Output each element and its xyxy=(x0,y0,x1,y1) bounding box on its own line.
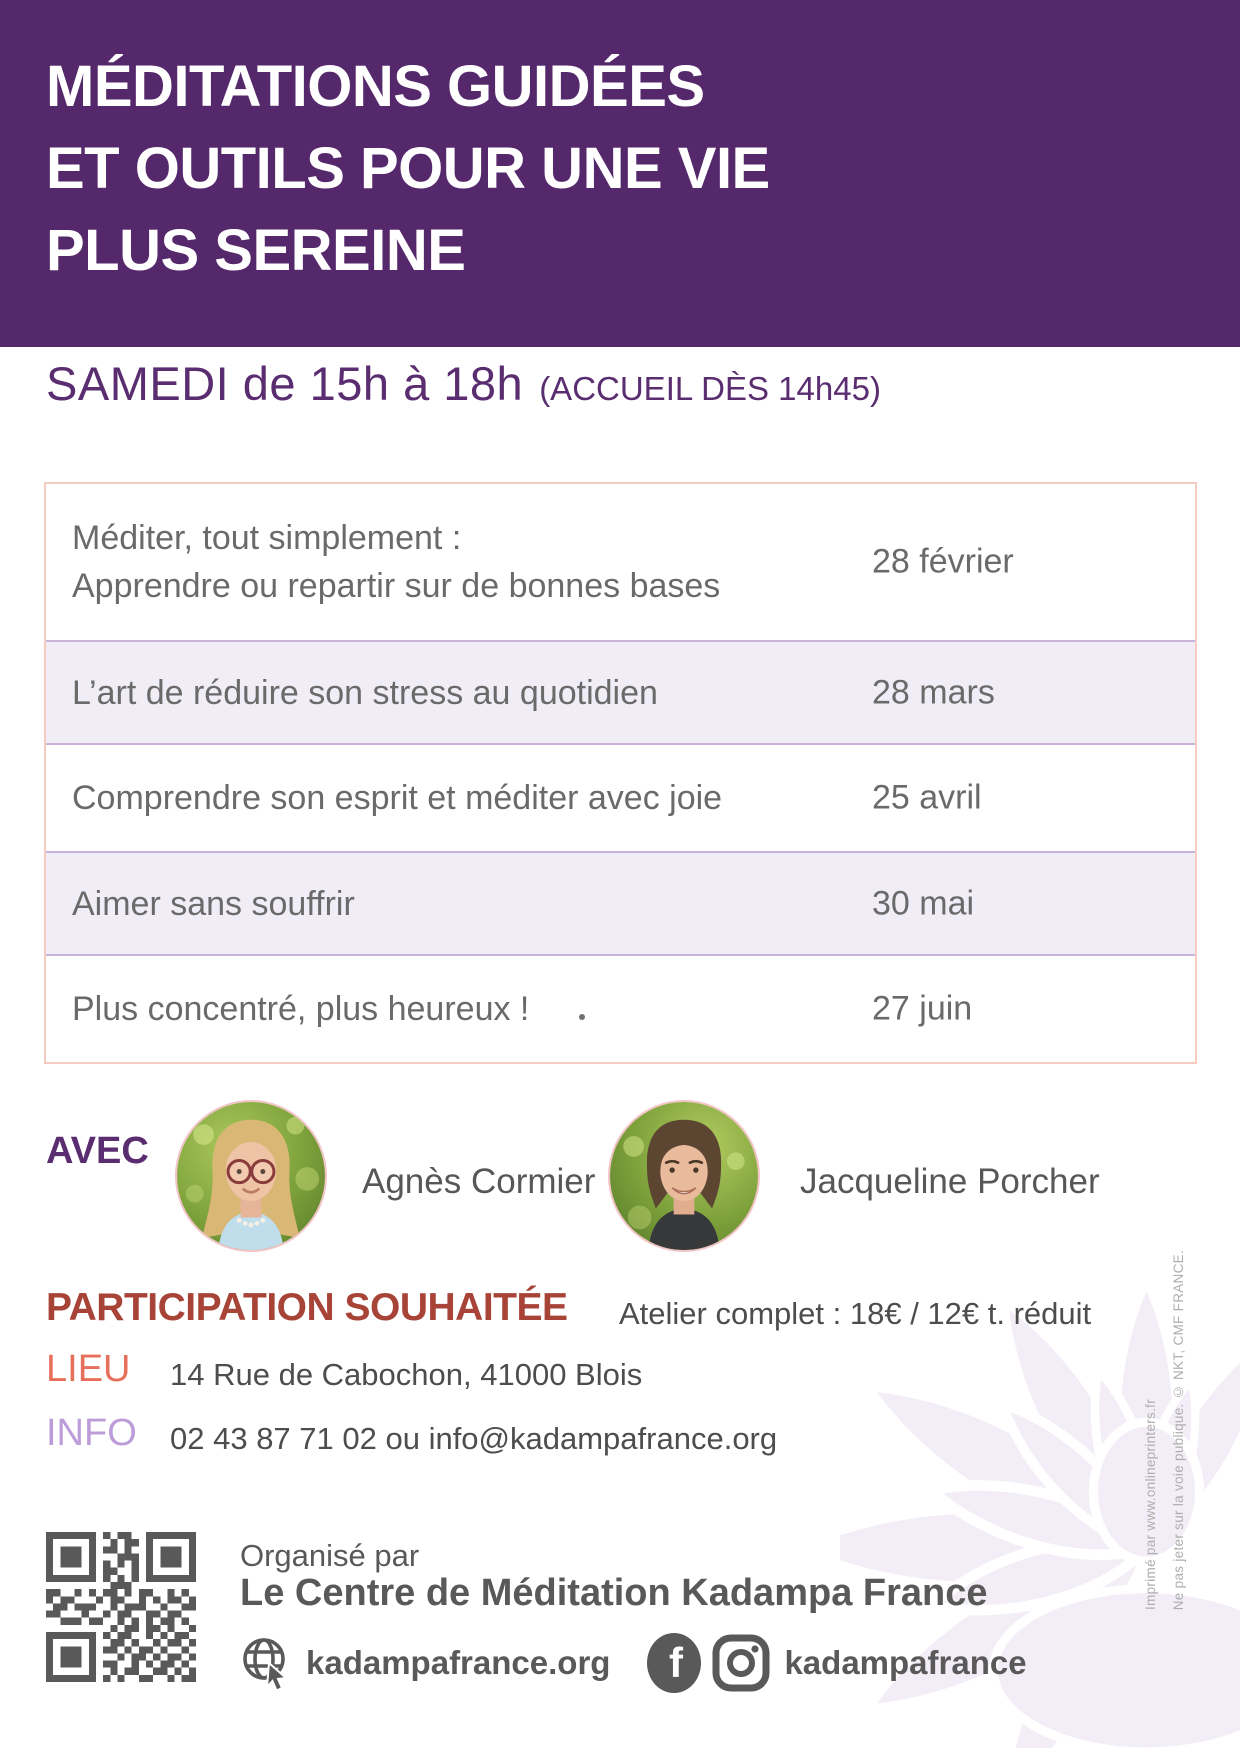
session-date: 30 mai xyxy=(872,884,975,922)
info-label: INFO xyxy=(46,1412,137,1454)
session-title: Comprendre son esprit et méditer avec joie xyxy=(72,779,723,817)
presenter-name-jacqueline: Jacqueline Porcher xyxy=(800,1162,1100,1201)
instagram-icon xyxy=(712,1634,770,1692)
schedule-table xyxy=(44,482,1197,1064)
session-date: 27 juin xyxy=(872,989,973,1028)
session-title: L’art de réduire son stress au quotidien xyxy=(72,673,658,712)
qr-code xyxy=(46,1532,196,1682)
footer-links xyxy=(240,1632,1027,1694)
event-time-main: SAMEDI de 15h à 18h xyxy=(46,357,524,410)
lieu-label: LIEU xyxy=(46,1348,131,1390)
session-date: 25 avril xyxy=(872,778,982,817)
schedule-row xyxy=(46,956,1195,1062)
print-credit-note: Imprimé par www.onlineprinters.fr xyxy=(1143,1399,1158,1610)
presenters-label: AVEC xyxy=(46,1130,149,1172)
participation-label: PARTICIPATION SOUHAITÉE xyxy=(46,1286,568,1329)
presenter-photo-jacqueline xyxy=(608,1100,760,1252)
info-value: 02 43 87 71 02 ou info@kadampafrance.org xyxy=(170,1421,778,1456)
svg-text:f: f xyxy=(669,1639,684,1686)
presenter-name-agnes: Agnès Cormier xyxy=(362,1162,596,1201)
session-title: Méditer, tout simplement : xyxy=(72,519,462,557)
session-title-line2: Apprendre ou repartir sur de bonnes bases xyxy=(72,567,721,605)
title-line-2: ET OUTILS POUR UNE VIE xyxy=(46,136,770,201)
schedule-row xyxy=(46,851,1195,956)
title-line-1: MÉDITATIONS GUIDÉES xyxy=(46,54,705,119)
session-title: Plus concentré, plus heureux ! xyxy=(72,990,530,1028)
legal-note: Ne pas jeter sur la voie publique. © NKT, CMF FRANCE. xyxy=(1171,1249,1186,1610)
header-banner xyxy=(0,0,1240,347)
schedule-row xyxy=(46,484,1195,640)
facebook-icon xyxy=(646,1632,702,1694)
globe-cursor-icon xyxy=(240,1634,292,1692)
session-title: Aimer sans souffrir xyxy=(72,884,355,923)
organisation-name: Le Centre de Méditation Kadampa France xyxy=(240,1572,988,1614)
organised-by-label: Organisé par xyxy=(240,1538,420,1573)
event-time-note: (ACCUEIL DÈS 14h45) xyxy=(539,370,881,407)
participation-value: Atelier complet : 18€ / 12€ t. réduit xyxy=(619,1296,1092,1331)
website-link: kadampafrance.org xyxy=(306,1644,611,1681)
schedule-row xyxy=(46,745,1195,851)
page-title xyxy=(46,46,1200,292)
title-line-3: PLUS SEREINE xyxy=(46,218,466,283)
event-time xyxy=(46,356,881,411)
session-date: 28 février xyxy=(872,542,1014,581)
presenter-photo-agnes xyxy=(175,1100,327,1252)
social-handle: kadampafrance xyxy=(784,1644,1027,1681)
schedule-row xyxy=(46,640,1195,745)
lieu-value: 14 Rue de Cabochon, 41000 Blois xyxy=(170,1357,643,1392)
session-date: 28 mars xyxy=(872,673,995,711)
